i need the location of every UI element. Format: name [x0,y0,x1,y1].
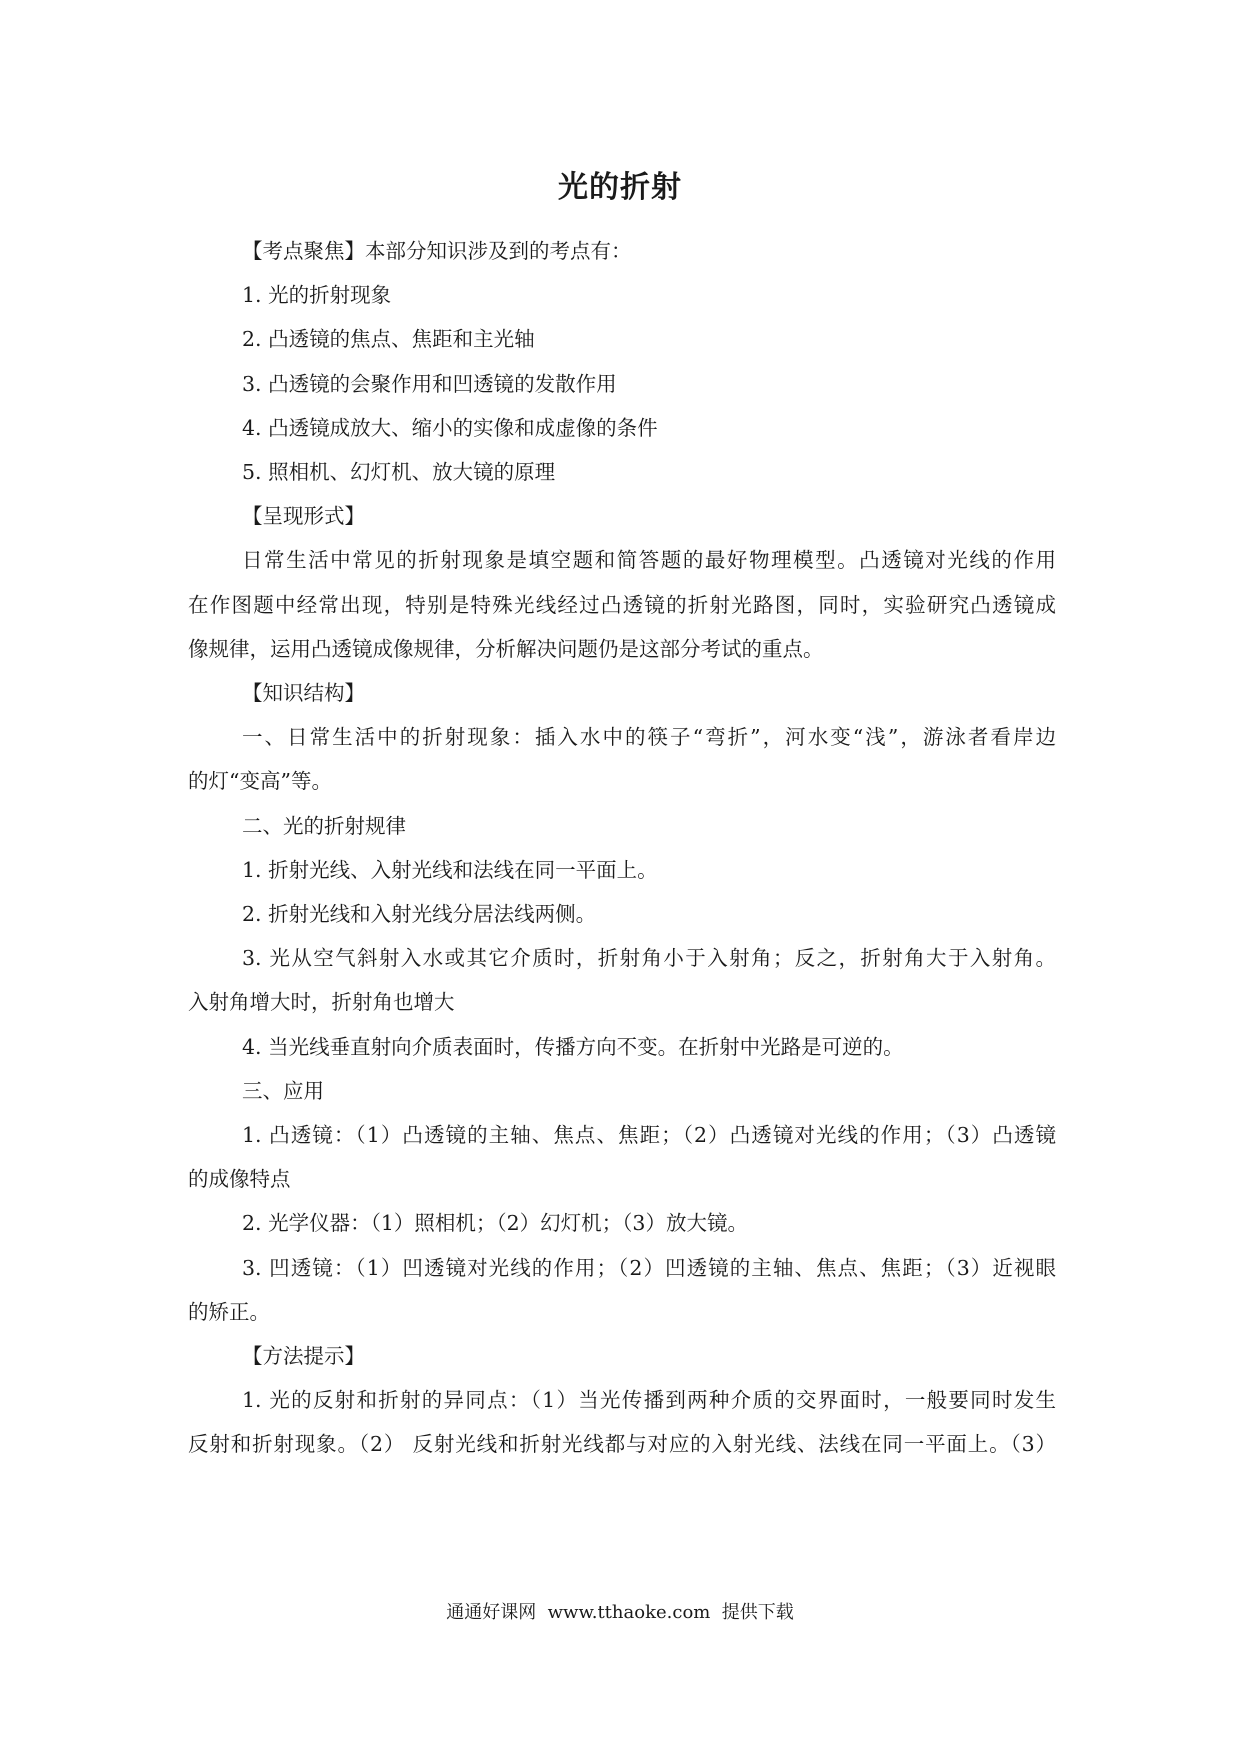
text-line: 2. 折射光线和入射光线分居法线两侧。 [242,902,597,926]
text-line: 在作图题中经常出现，特别是特殊光线经过凸透镜的折射光路图，同时，实验研究凸透镜成 [188,593,1056,617]
page-footer: 通通好课网 www.tthaoke.com 提供下载 [446,1602,794,1623]
text-line: 入射角增大时，折射角也增大 [188,990,455,1014]
text-line: 一、日常生活中的折射现象：插入水中的筷子“弯折”，河水变“浅”，游泳者看岸边 [242,725,1056,749]
text-line: 日常生活中常见的折射现象是填空题和简答题的最好物理模型。凸透镜对光线的作用 [242,548,1056,572]
text-line: 二、光的折射规律 [242,814,406,838]
text-line: 像规律，运用凸透镜成像规律，分析解决问题仍是这部分考试的重点。 [188,637,824,661]
text-line: 三、应用 [242,1079,324,1103]
text-line: 【知识结构】 [242,681,365,705]
text-line: 【考点聚焦】本部分知识涉及到的考点有： [242,239,632,263]
page-title: 光的折射 [558,170,682,205]
text-line: 2. 凸透镜的焦点、焦距和主光轴 [242,327,535,351]
text-line: 1. 光的反射和折射的异同点：（1）当光传播到两种介质的交界面时，一般要同时发生 [242,1388,1056,1412]
text-line: 5. 照相机、幻灯机、放大镜的原理 [242,460,556,484]
text-line: 4. 凸透镜成放大、缩小的实像和成虚像的条件 [242,416,658,440]
text-line: 的矫正。 [188,1300,270,1324]
text-line: 反射和折射现象。（2） 反射光线和折射光线都与对应的入射光线、法线在同一平面上。（3） [188,1432,1056,1456]
text-line: 的灯“变高”等。 [188,769,332,793]
text-line: 【呈现形式】 [242,504,365,528]
text-line: 的成像特点 [188,1167,291,1191]
text-line: 1. 折射光线、入射光线和法线在同一平面上。 [242,858,658,882]
text-line: 3. 光从空气斜射入水或其它介质时，折射角小于入射角；反之，折射角大于入射角。 [242,946,1056,970]
text-line: 【方法提示】 [242,1344,365,1368]
text-line: 1. 凸透镜：（1）凸透镜的主轴、焦点、焦距；（2）凸透镜对光线的作用；（3）凸透镜 [242,1123,1056,1147]
text-line: 2. 光学仪器：（1）照相机；（2）幻灯机；（3）放大镜。 [242,1211,748,1235]
text-line: 3. 凹透镜：（1）凹透镜对光线的作用；（2）凹透镜的主轴、焦点、焦距；（3）近视眼 [242,1256,1056,1280]
text-line: 3. 凸透镜的会聚作用和凹透镜的发散作用 [242,372,617,396]
text-line: 4. 当光线垂直射向介质表面时，传播方向不变。在折射中光路是可逆的。 [242,1035,904,1059]
text-line: 1. 光的折射现象 [242,283,392,307]
